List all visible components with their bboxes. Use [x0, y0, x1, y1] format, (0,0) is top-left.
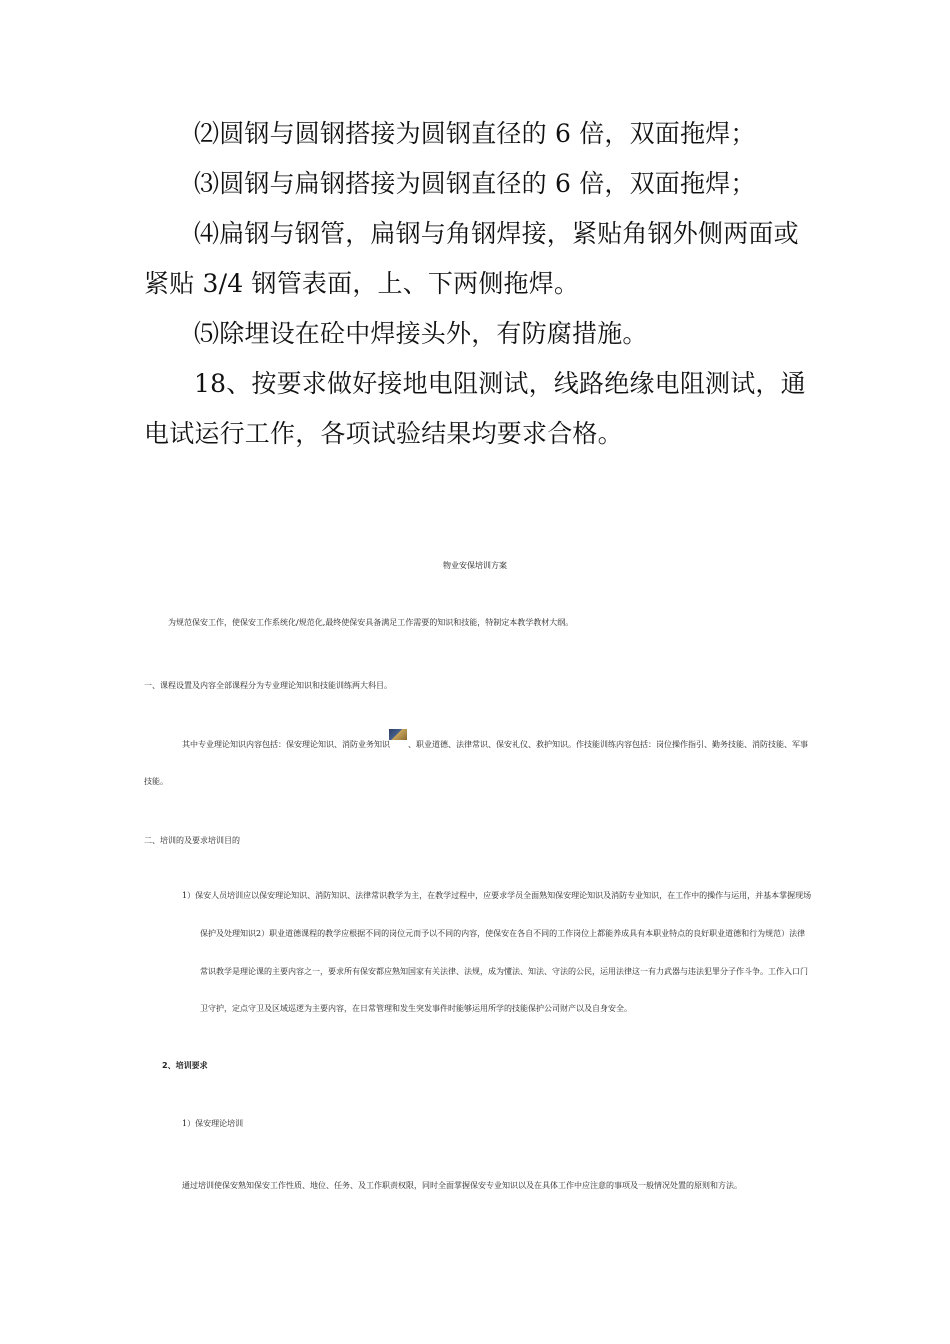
section-1-body-part2: 、职业道德、法律常识、保安礼仪、救护知识。作技能训练内容包括：岗位操作指引、勤务技能、消防技能、军事: [408, 740, 808, 749]
item-18-text-line1: 18、按要求做好接地电阻测试，线路绝缘电阻测试，通: [194, 369, 806, 398]
requirements-subheading: 1）保安理论培训: [182, 1119, 244, 1128]
section-2-heading: 二、培训的及要求培训目的: [144, 836, 240, 845]
section-2-paragraph-line4: 卫守护，定点守卫及区域巡逻为主要内容，在日常管理和发生突发事件时能够运用所学的技能保护公司财产以及自身安全。: [200, 1004, 632, 1013]
item-3-text: ⑶圆钢与扁钢搭接为圆钢直径的 6 倍，双面拖焊；: [194, 169, 756, 198]
inline-image-thumbnail: [389, 729, 407, 740]
section-2-paragraph-line1: 1）保安人员培训应以保安理论知识、消防知识、法律常识教学为主，在教学过程中，应要求学员全面熟知保安理论知识及消防专业知识，在工作中的操作与运用，并基本掌握现场: [182, 891, 812, 900]
item-4-text-line1: ⑷扁钢与钢管，扁钢与角钢焊接，紧贴角钢外侧两面或: [194, 219, 799, 248]
plan-intro: 为规范保安工作，使保安工作系统化/规范化,最终使保安具备满足工作需要的知识和技能，特制定本教学教材大纲。: [168, 618, 574, 627]
section-1-body-part1: 其中专业理论知识内容包括：保安理论知识、消防业务知识: [182, 740, 390, 749]
item-5-text: ⑸除埋设在砼中焊接头外，有防腐措施。: [194, 319, 648, 348]
item-2-text: ⑵圆钢与圆钢搭接为圆钢直径的 6 倍，双面拖焊；: [194, 119, 756, 148]
requirements-heading: 2、培训要求: [162, 1061, 208, 1070]
section-1-body-line2: 技能。: [144, 777, 168, 786]
section-1-heading: 一、课程设置及内容全部课程分为专业理论知识和技能训练两大科目。: [144, 681, 392, 690]
section-2-paragraph-line2: 保护及处理知识2）职业道德课程的教学应根据不同的岗位元而予以不同的内容，使保安在各自不同的工作岗位上都能养成具有本职业特点的良好职业道德和行为规范）法律: [200, 929, 806, 938]
section-2-paragraph-line3: 常识教学是理论课的主要内容之一，要求所有保安都应熟知国家有关法律、法规，成为懂法、知法、守法的公民，运用法律这一有力武器与违法犯罪分子作斗争。工作入口门: [200, 967, 808, 976]
requirements-body: 通过培训使保安熟知保安工作性质、地位、任务、及工作职责权限，同时全面掌握保安专业知识以及在具体工作中应注意的事项及一般情况处置的原则和方法。: [182, 1181, 742, 1190]
item-4-text-line2: 紧贴 3/4 钢管表面，上、下两侧拖焊。: [144, 269, 580, 298]
item-18-text-line2: 电试运行工作，各项试验结果均要求合格。: [144, 419, 623, 448]
plan-title: 物业安保培训方案: [443, 561, 507, 570]
